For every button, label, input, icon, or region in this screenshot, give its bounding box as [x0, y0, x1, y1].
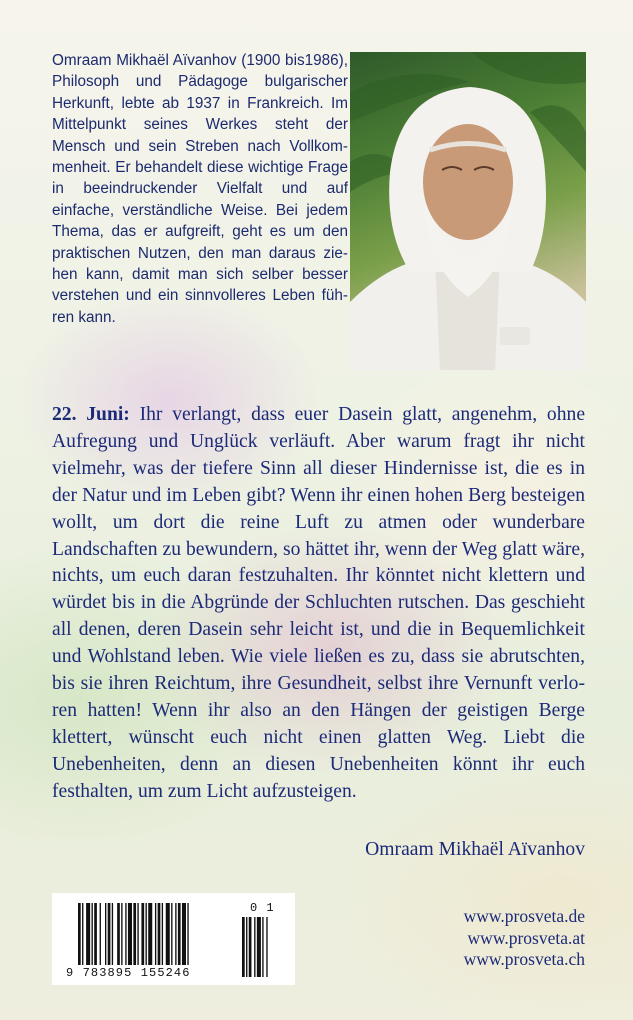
publisher-links	[464, 906, 585, 971]
bio-line: Mensch und sein Streben nach Vollkom-	[52, 137, 348, 155]
bio-line: Philosoph und Pädagoge bulgarischer	[52, 73, 348, 91]
bio-line: Im Mittelpunkt seines Werkes steht der	[52, 94, 348, 134]
quote-paragraph	[52, 402, 585, 806]
daily-quote	[52, 402, 585, 806]
isbn-barcode	[52, 893, 295, 985]
bio-line: Herkunft, lebte ab 1937 in Frankreich.	[52, 94, 324, 112]
bio-line: menheit. Er behandelt diese wichtige	[52, 159, 304, 177]
author-portrait	[350, 52, 586, 370]
author-bio-text	[52, 50, 348, 328]
quote-author: Omraam Mikhaël Aïvanhov	[365, 839, 585, 860]
bio-line: ren kann.	[52, 308, 116, 326]
url-ch[interactable]: www.prosveta.ch	[463, 949, 585, 969]
bio-line: hen kann, damit man sich selber besser	[52, 266, 348, 284]
bio-line: einfache, verständliche Weise. Bei jedem	[52, 201, 348, 219]
url-de[interactable]: www.prosveta.de	[463, 906, 585, 926]
url-at[interactable]: www.prosveta.at	[467, 927, 585, 948]
bio-line: praktischen Nutzen, den man daraus zie-	[52, 244, 348, 262]
portrait-illustration	[350, 52, 586, 370]
bio-line: Omraam Mikhaël Aïvanhov (1900 bis1986),	[52, 52, 348, 69]
quote-text: Ihr verlangt, dass euer Dasein glatt, angenehm, ohne Aufregung und Unglück verläuft. Aber warum fragt ihr nicht vielmehr, was der tiefere Sinn all dieser Hindernisse ist, die es in der Natur und im Leben gibt? Wenn ihr einen hohen Berg besteigen wollt, um dort die reine Luft zu atmen oder wunderbare Landschaften zu bewundern, so hättet ihr, wenn der Weg glatt wäre, nichts, um euch daran festzuhalten. Ihr könntet nicht klettern und würdet bis in die Abgründe der Schluchten rutschen. Das geschieht all denen, deren Dasein sehr leicht ist, und die in Bequemlichkeit und Wohlstand leben. Wie viele ließen es zu, dass sie abrutschten, bis sie ihren Reichtum, ihre Gesundheit, selbst ihre Vernunft verloren hatten! Wenn ihr also an den Hängen der geistigen Berge klettert, wünscht euch nicht einen glatten Weg. Liebt die Unebenheiten, denn an diesen Unebenheiten könnt ihr euch festhalten, um zum Licht aufzusteigen.	[52, 404, 586, 802]
barcode-addon-digits: 0 1	[250, 901, 275, 915]
isbn-digits: 9 783895 155246	[66, 966, 191, 980]
quote-date: 22. Juni:	[52, 404, 130, 425]
author-bio	[52, 50, 348, 328]
bio-line: Thema, das er aufgreift, geht es um den	[52, 223, 348, 241]
bio-line: verstehen und ein sinnvolleres Leben füh-	[52, 287, 348, 305]
bio-line: Frage in beeindruckender Vielfalt und auf	[52, 159, 348, 198]
